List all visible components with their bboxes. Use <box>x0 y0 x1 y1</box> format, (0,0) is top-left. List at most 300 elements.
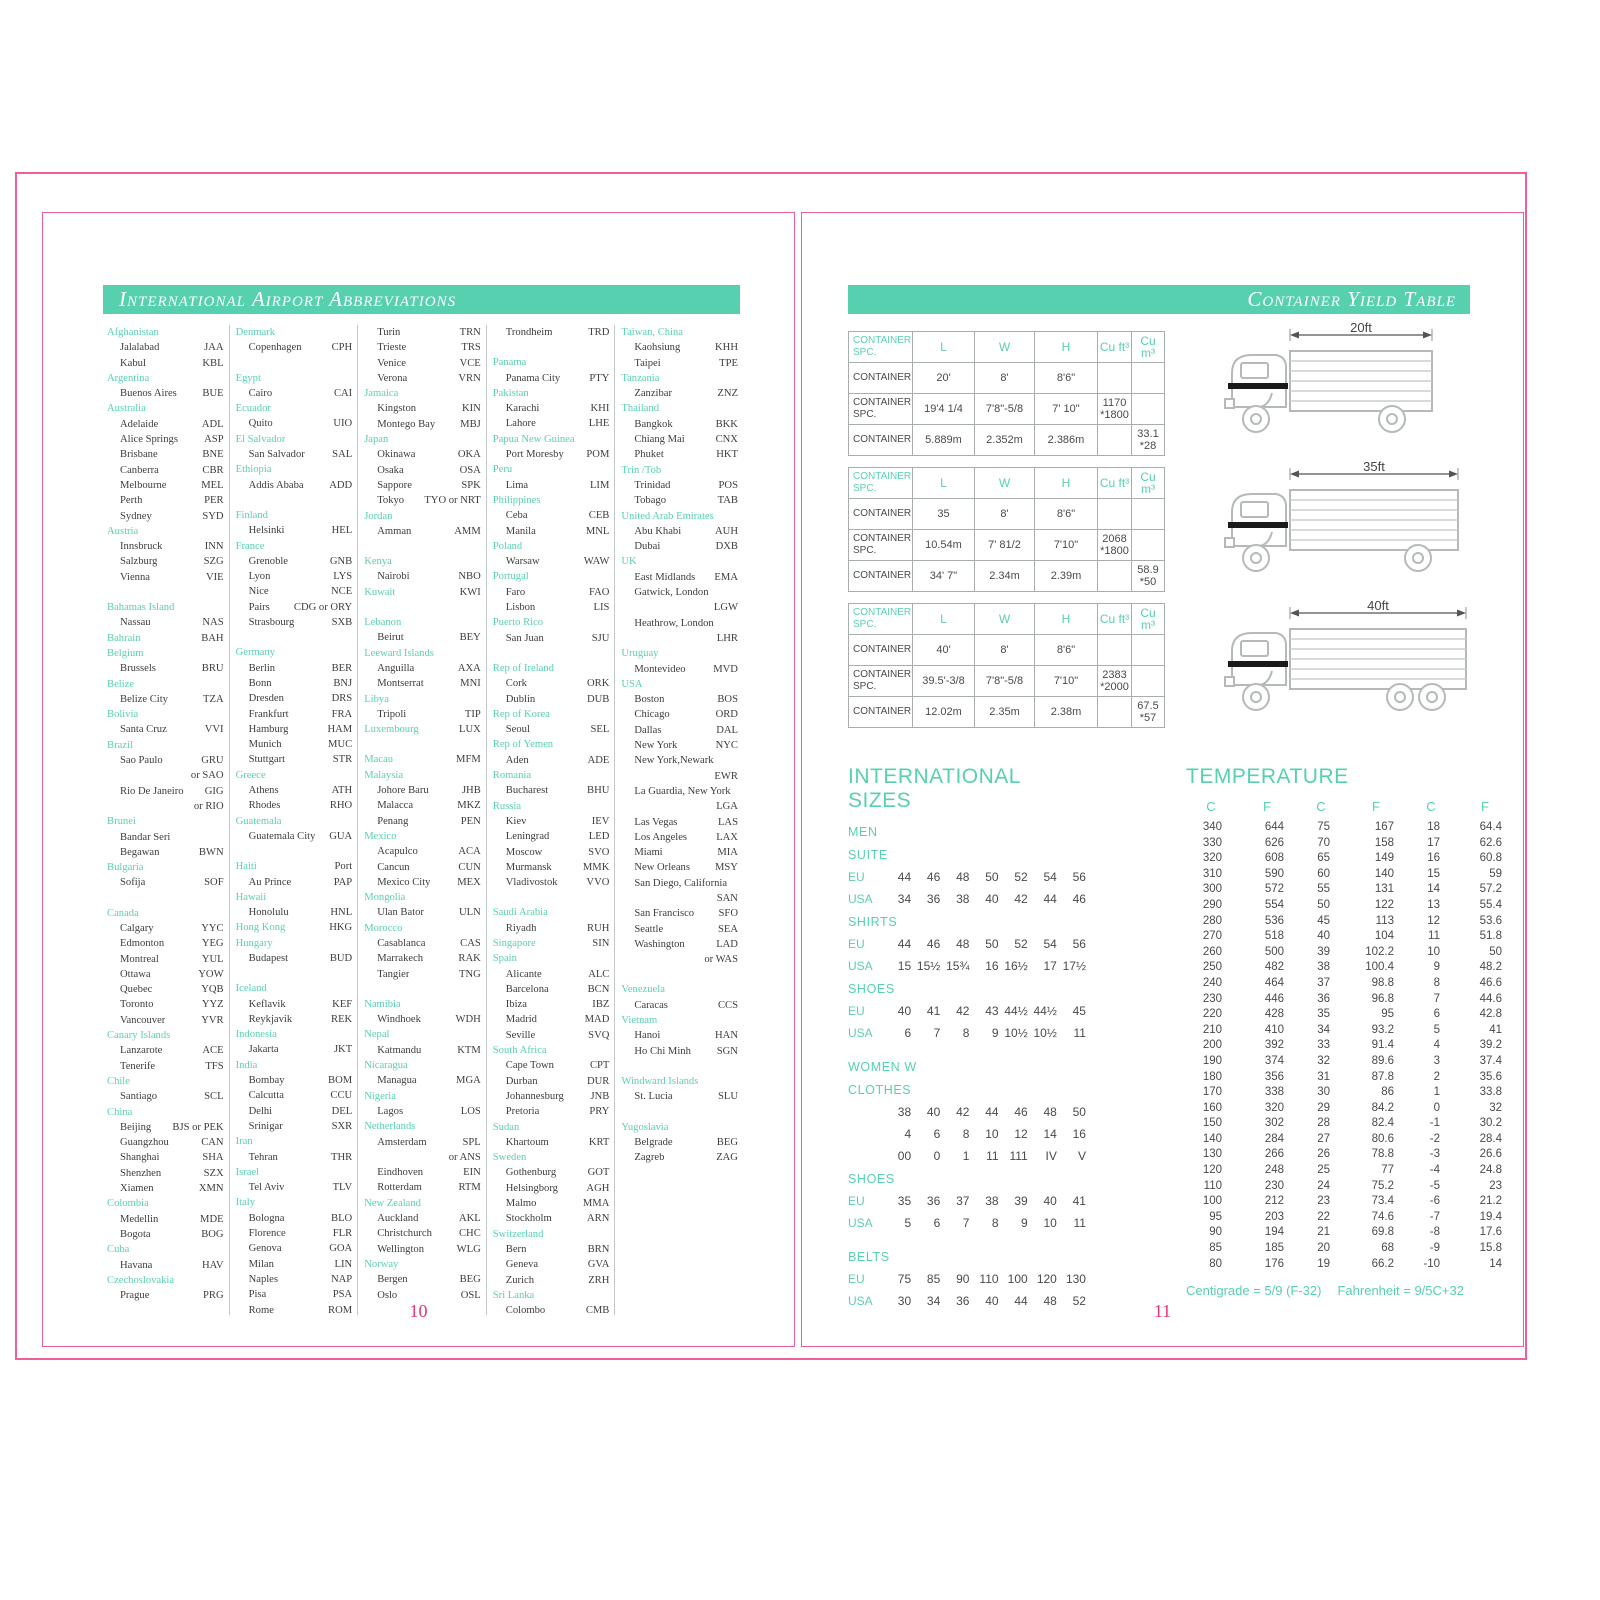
airport-code: MAD <box>584 1014 610 1026</box>
country-name: United Arab Emirates <box>621 510 714 522</box>
city-name: Rome <box>248 1304 274 1315</box>
city-name: San Juan <box>505 632 544 644</box>
page-number-left: 10 <box>409 1301 428 1321</box>
temperature-value: 38 <box>1317 961 1330 974</box>
country-header <box>236 434 353 449</box>
temperature-value: 608 <box>1264 852 1284 865</box>
city-name: Los Angeles <box>634 831 688 843</box>
spacer <box>107 587 224 602</box>
size-value: 11 <box>1073 1026 1086 1040</box>
city-name: Helsingborg <box>505 1182 558 1194</box>
country-header <box>621 984 738 999</box>
airport-code: SVO <box>588 846 610 858</box>
country-header <box>107 373 224 388</box>
country-header <box>107 633 224 648</box>
temperature-column-header: F <box>1481 799 1489 814</box>
city-row <box>107 1260 224 1275</box>
size-value: 40 <box>1043 1194 1057 1208</box>
airport-code: BCN <box>587 983 610 995</box>
size-value: 14 <box>1043 1127 1057 1141</box>
city-row <box>236 602 353 617</box>
city-name: Pretoria <box>505 1106 540 1118</box>
city-row <box>493 816 610 831</box>
size-value: 7 <box>933 1026 941 1040</box>
city-row <box>236 418 353 433</box>
book-spread-frame <box>15 172 1527 1360</box>
temperature-value: 230 <box>1264 1179 1284 1192</box>
airport-code: SHA <box>202 1152 224 1164</box>
city-name: Buenos Aires <box>120 388 177 400</box>
size-value: 50 <box>985 937 999 951</box>
airport-code: GRU <box>201 755 224 767</box>
country-header <box>493 953 610 968</box>
airport-code: TRD <box>588 327 610 338</box>
temperature-value: 44.6 <box>1479 992 1502 1005</box>
container-cell: 7'8"-5/8 <box>975 666 1035 697</box>
city-name: Kaohsiung <box>634 342 681 354</box>
temperature-value: 53.6 <box>1479 914 1502 927</box>
container-cell: CONTAINER SPC. <box>849 530 913 561</box>
sizes-region-label: USA <box>848 1294 873 1308</box>
city-row <box>107 434 224 449</box>
size-value: 48 <box>956 870 970 884</box>
size-value: 38 <box>956 892 970 906</box>
airport-code: STR <box>332 754 353 766</box>
airport-code: MMA <box>582 1198 610 1210</box>
country-header <box>364 831 481 846</box>
city-row <box>493 633 610 648</box>
city-name: St. Lucia <box>634 1091 673 1103</box>
country-name: Windward Islands <box>621 1075 699 1087</box>
city-row <box>621 587 738 602</box>
airport-code: HAV <box>202 1259 224 1271</box>
temperature-value: -2 <box>1429 1132 1440 1145</box>
temperature-value: 69.8 <box>1371 1226 1394 1239</box>
temperature-value: 250 <box>1202 961 1222 974</box>
airport-code: AUH <box>715 525 738 537</box>
size-value: 42 <box>956 1105 970 1119</box>
city-row <box>364 800 481 815</box>
airport-code: PTY <box>589 372 610 384</box>
country-header <box>236 647 353 662</box>
country-header <box>236 327 353 342</box>
truck-illustration-20ft <box>1214 321 1482 444</box>
temperature-value: 356 <box>1264 1070 1284 1083</box>
city-name: Khartoum <box>505 1136 549 1148</box>
airport-code: LAX <box>716 831 738 843</box>
airport-code: HKG <box>329 922 353 934</box>
city-name: Jalalabad <box>120 342 160 354</box>
city-name: Abu Khabi <box>634 525 682 537</box>
country-name: South Africa <box>492 1045 547 1057</box>
city-row <box>493 1259 610 1274</box>
airport-code: LIN <box>334 1258 353 1270</box>
temperature-value: 536 <box>1264 914 1284 927</box>
airport-code: KTM <box>457 1044 481 1056</box>
container-cell: L <box>913 332 975 363</box>
container-data-row <box>849 499 1165 530</box>
temperature-value: 149 <box>1374 852 1394 865</box>
airport-code: LED <box>588 831 610 843</box>
city-name: Zurich <box>505 1274 535 1286</box>
temperature-value: 95 <box>1209 1210 1222 1223</box>
airport-code: CBR <box>202 464 224 476</box>
container-cell: 8' <box>975 363 1035 394</box>
airport-code: TZA <box>203 693 224 705</box>
airport-code: ZAG <box>716 1152 738 1164</box>
city-row <box>621 419 738 434</box>
airport-code: KHI <box>590 403 610 415</box>
container-cell: 2.38m <box>1035 697 1098 728</box>
city-name: Perth <box>120 495 143 507</box>
container-yield-table <box>848 331 1164 739</box>
airport-code: BUE <box>202 388 224 400</box>
container-cell: CONTAINER SPC. <box>849 468 913 499</box>
sizes-row <box>848 1004 1086 1018</box>
country-header <box>107 1030 224 1045</box>
temperature-value: 75.2 <box>1371 1179 1394 1192</box>
city-row <box>493 923 610 938</box>
country-name: Malaysia <box>364 769 404 781</box>
airport-code: REK <box>331 1013 353 1025</box>
city-row <box>621 786 738 801</box>
container-cell: 2.34m <box>975 561 1035 592</box>
temperature-value: 32 <box>1317 1054 1330 1067</box>
city-row <box>621 480 738 495</box>
temperature-value: 70 <box>1317 836 1330 849</box>
temperature-section <box>1186 765 1520 1272</box>
temperature-value: 39.2 <box>1479 1039 1502 1052</box>
temperature-value: 392 <box>1264 1039 1284 1052</box>
city-row <box>621 862 738 877</box>
country-name: Canary Islands <box>107 1030 171 1042</box>
container-data-row <box>849 363 1165 394</box>
sizes-region-label <box>848 1127 882 1141</box>
city-row <box>236 1274 353 1289</box>
airport-code: JNB <box>590 1090 610 1102</box>
country-header <box>107 709 224 724</box>
size-value: 0 <box>933 1149 941 1163</box>
city-name: Caracas <box>634 999 668 1011</box>
airport-code: TRS <box>461 342 481 354</box>
city-row <box>493 403 610 418</box>
airport-code: MNL <box>585 525 610 537</box>
city-name: Quebec <box>120 984 153 996</box>
temperature-value: 27 <box>1317 1132 1330 1145</box>
container-cell: 8' <box>975 499 1035 530</box>
size-value: 100 <box>1007 1272 1028 1286</box>
temperature-value: 158 <box>1374 836 1394 849</box>
container-cell: L <box>913 468 975 499</box>
airport-code: CPT <box>589 1060 610 1072</box>
container-cell <box>1098 561 1132 592</box>
airport-code: VCE <box>459 357 481 369</box>
country-name: Nicaragua <box>364 1060 408 1072</box>
city-name: Montserrat <box>377 678 424 690</box>
country-name: Mexico <box>364 830 397 842</box>
city-name: Jakarta <box>248 1044 279 1056</box>
container-data-row <box>849 561 1165 592</box>
temperature-value: 15.8 <box>1479 1242 1502 1255</box>
city-name: Malacca <box>377 800 414 812</box>
country-header <box>107 1244 224 1259</box>
temperature-value: 19.4 <box>1479 1210 1502 1223</box>
container-cell: 8'6" <box>1035 635 1098 666</box>
city-name: Ceba <box>505 510 528 522</box>
city-name: Athens <box>248 785 279 797</box>
container-cell: W <box>975 332 1035 363</box>
page-title-right: Container Yield Table <box>848 285 1470 314</box>
country-header <box>493 495 610 510</box>
city-name: Grenoble <box>248 555 289 567</box>
temperature-value: -3 <box>1429 1148 1440 1161</box>
city-name: San Diego, California <box>634 877 728 889</box>
size-value: 40 <box>926 1105 941 1119</box>
city-row <box>236 999 353 1014</box>
city-row <box>107 480 224 495</box>
spacer <box>364 541 481 556</box>
city-row <box>364 526 481 541</box>
city-name: Dublin <box>505 693 536 705</box>
temperature-value: 96.8 <box>1371 992 1394 1005</box>
airport-code: CNX <box>715 434 738 446</box>
airport-code: LIS <box>593 602 610 614</box>
city-row <box>364 449 481 464</box>
size-value: 43 <box>985 1004 999 1018</box>
city-name: Dallas <box>634 724 662 736</box>
container-cell: Cu m³ <box>1132 332 1165 363</box>
city-name: Nassau <box>120 617 151 629</box>
city-row <box>236 1044 353 1059</box>
city-row <box>364 907 481 922</box>
country-header <box>107 403 224 418</box>
temperature-value: 338 <box>1264 1086 1284 1099</box>
airport-code: HKT <box>716 449 738 461</box>
conversion-formulas <box>1186 1283 1522 1298</box>
temperature-value: 482 <box>1264 961 1284 974</box>
sizes-region-label: EU <box>848 870 865 884</box>
country-name: Iceland <box>235 983 267 995</box>
airport-code: CDG or ORY <box>293 601 353 613</box>
city-row <box>493 1183 610 1198</box>
city-row <box>621 572 738 587</box>
city-row <box>107 572 224 587</box>
city-name: Ibiza <box>505 999 527 1011</box>
airport-code: BNE <box>202 449 224 461</box>
city-name: San Salvador <box>248 449 305 461</box>
airport-code: SEA <box>717 923 738 935</box>
city-row <box>621 541 738 556</box>
city-name: Stuttgart <box>248 754 286 766</box>
airport-code: WAW <box>583 556 610 568</box>
size-value: 8 <box>962 1026 970 1040</box>
country-header <box>493 464 610 479</box>
country-name: Saudi Arabia <box>492 907 548 919</box>
airport-code: SGN <box>716 1045 738 1057</box>
country-header <box>493 388 610 403</box>
container-cell: 19'4 1/4 <box>913 394 975 425</box>
city-name: Oslo <box>377 1289 398 1301</box>
country-name: Brazil <box>107 739 133 751</box>
spacer <box>621 969 738 984</box>
city-name: Prague <box>120 1290 150 1302</box>
size-value: 46 <box>1072 892 1086 906</box>
international-sizes-title: INTERNATIONAL SIZES <box>848 765 1021 812</box>
airport-code-continuation <box>364 1152 481 1167</box>
country-header <box>236 983 353 998</box>
city-name: Canberra <box>120 464 159 476</box>
airport-code: GVA <box>587 1259 610 1271</box>
container-cell: 2.352m <box>975 425 1035 456</box>
temperature-value: 34 <box>1317 1023 1330 1036</box>
airport-code: LYS <box>333 571 353 583</box>
country-name: Bahrain <box>107 632 141 644</box>
temperature-value: 42.8 <box>1479 1008 1502 1021</box>
city-row <box>364 373 481 388</box>
city-row <box>236 1243 353 1258</box>
size-value: 45 <box>1072 1004 1086 1018</box>
city-name: East Midlands <box>634 571 696 583</box>
city-row <box>621 832 738 847</box>
temperature-value: -1 <box>1429 1117 1440 1130</box>
city-name: Rotterdam <box>377 1182 422 1194</box>
city-name: Phuket <box>634 449 664 461</box>
temperature-value: 6 <box>1433 1008 1440 1021</box>
airport-code: BLO <box>331 1212 353 1224</box>
temperature-value: 18 <box>1427 821 1440 833</box>
size-value: 44 <box>985 1105 999 1119</box>
size-value: 50 <box>1072 1105 1086 1119</box>
sizes-subheading: BELTS <box>848 1250 890 1264</box>
city-row <box>493 678 610 693</box>
city-row <box>364 862 481 877</box>
airport-code: NYC <box>715 740 738 752</box>
container-cell: 2.39m <box>1035 561 1098 592</box>
temperature-value: 64.4 <box>1479 821 1502 833</box>
country-header <box>621 465 738 480</box>
airport-code: AGH <box>586 1182 610 1194</box>
country-header <box>236 770 353 785</box>
airport-code: MBJ <box>460 418 481 430</box>
airport-code: BRU <box>201 663 224 675</box>
city-row <box>236 571 353 586</box>
temperature-value: 8 <box>1433 976 1440 989</box>
size-value: 46 <box>926 870 941 884</box>
page-right-container-yield <box>801 212 1524 1347</box>
temperature-value: 130 <box>1202 1148 1222 1161</box>
airport-code: or WAS <box>704 954 738 966</box>
temperature-value: 26 <box>1317 1148 1330 1161</box>
container-cell: CONTAINER SPC. <box>849 666 913 697</box>
temperature-value: 340 <box>1202 821 1222 833</box>
city-name: Trondheim <box>505 327 553 338</box>
city-name: Melbourne <box>120 479 167 491</box>
city-name: Port Moresby <box>505 449 564 461</box>
country-name: Ethiopia <box>235 464 272 476</box>
size-value: 56 <box>1072 870 1086 884</box>
city-row <box>493 373 610 388</box>
country-header <box>493 801 610 816</box>
temperature-value: 102.2 <box>1365 945 1394 958</box>
temperature-value: 23 <box>1317 1195 1330 1208</box>
city-name: Delhi <box>248 1105 273 1117</box>
container-cell: 58.9 *50 <box>1132 561 1165 592</box>
city-name: Seoul <box>505 724 530 736</box>
country-header <box>364 754 481 769</box>
airport-code: ZNZ <box>717 388 738 400</box>
city-name: Calgary <box>120 922 154 934</box>
city-name: Bucharest <box>505 785 549 797</box>
city-name: Acapulco <box>377 846 418 858</box>
country-header <box>493 541 610 556</box>
country-header <box>364 587 481 602</box>
country-header <box>107 679 224 694</box>
country-header <box>236 938 353 953</box>
city-name: Florence <box>248 1228 286 1240</box>
size-value: 44 <box>1043 892 1057 906</box>
country-name: Namibia <box>364 998 401 1010</box>
spacer <box>493 342 610 357</box>
airport-code: BAH <box>201 632 224 644</box>
international-sizes-list <box>848 825 1086 1308</box>
country-name: Russia <box>492 800 522 812</box>
city-name: Bangkok <box>634 418 673 430</box>
country-name: Trin /Tob <box>621 464 662 476</box>
city-row <box>493 1213 610 1228</box>
container-cell: CONTAINER SPC. <box>849 394 913 425</box>
country-header <box>364 648 481 663</box>
size-value: 36 <box>926 892 941 906</box>
city-name: Montreal <box>120 953 159 965</box>
size-value: 12 <box>1014 1127 1028 1141</box>
country-name: Sudan <box>492 1121 520 1133</box>
airport-code: SJU <box>591 632 610 644</box>
city-row <box>493 999 610 1014</box>
spacer <box>107 893 224 908</box>
city-name: Bologna <box>248 1212 285 1224</box>
temperature-value: 24 <box>1317 1179 1330 1192</box>
country-header <box>107 908 224 923</box>
city-row <box>236 1259 353 1274</box>
city-row <box>493 510 610 525</box>
country-name: Switzerland <box>492 1228 544 1240</box>
temperature-value: 84.2 <box>1371 1101 1394 1114</box>
city-name: Medellin <box>120 1213 159 1225</box>
temperature-value: 87.8 <box>1371 1070 1394 1083</box>
city-row <box>621 449 738 464</box>
airport-code: ACE <box>202 1045 224 1057</box>
size-value: 120 <box>1036 1272 1057 1286</box>
size-value: 44 <box>897 870 912 884</box>
size-value: 110 <box>979 1272 999 1286</box>
size-value: 41 <box>926 1004 941 1018</box>
city-row <box>493 755 610 770</box>
airport-code: CAS <box>460 937 481 949</box>
airport-code: MDE <box>200 1213 224 1225</box>
spacer <box>364 984 481 999</box>
temperature-value: 55.4 <box>1479 898 1502 911</box>
country-header <box>364 1259 481 1274</box>
city-row <box>107 1091 224 1106</box>
spacer <box>493 892 610 907</box>
airport-code: SPL <box>462 1136 481 1148</box>
country-name: Hungary <box>235 937 273 949</box>
city-row <box>364 495 481 510</box>
container-cell <box>1098 635 1132 666</box>
airport-code-continuation <box>621 893 738 908</box>
airport-code: EIN <box>463 1167 481 1179</box>
city-name: Helsinki <box>248 525 285 537</box>
